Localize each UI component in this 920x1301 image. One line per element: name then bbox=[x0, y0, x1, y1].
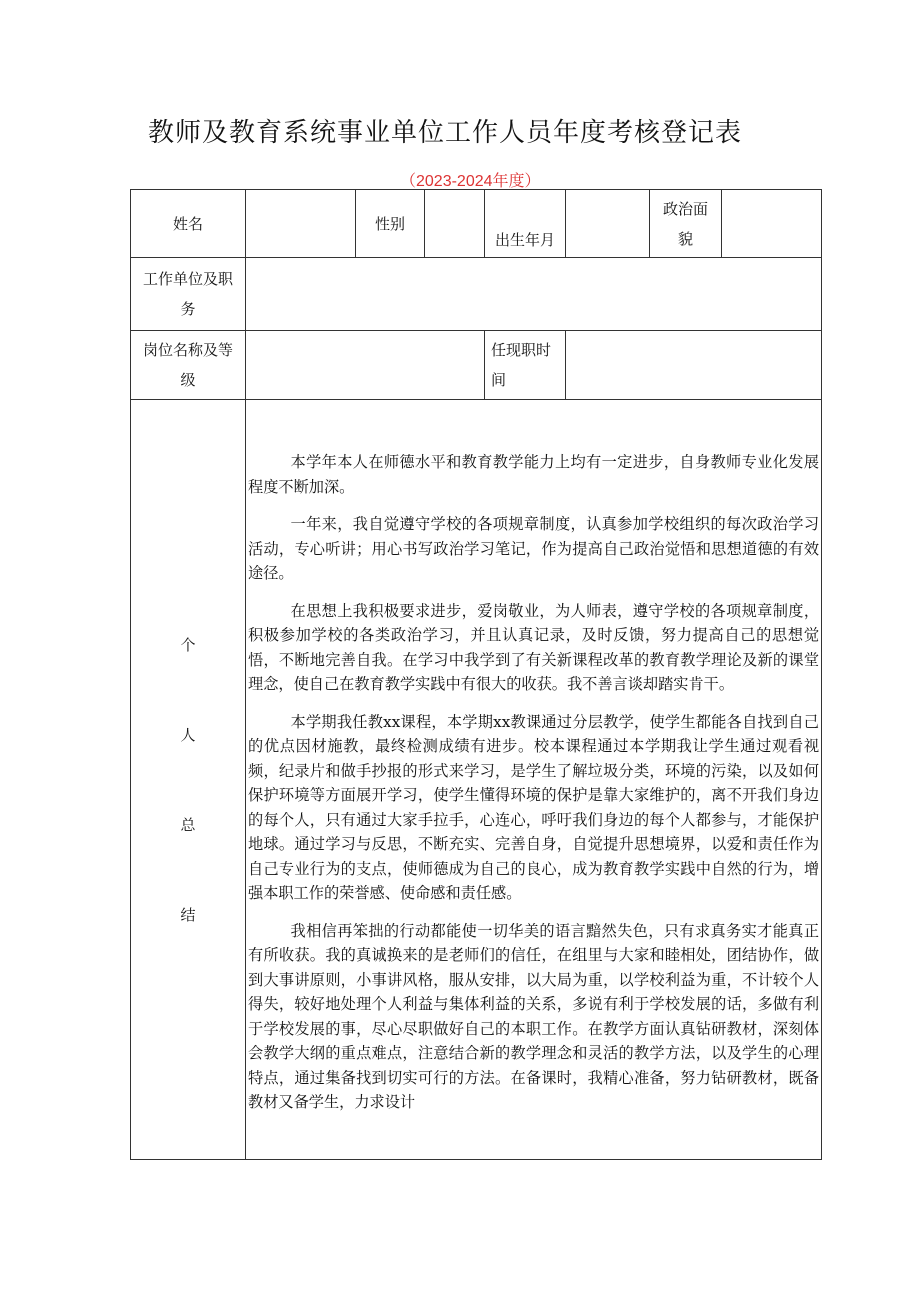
summary-content[interactable] bbox=[246, 400, 822, 1160]
row-position bbox=[131, 331, 822, 400]
name-label: 姓名 bbox=[131, 190, 246, 258]
summary-paragraph: 本学年本人在师德水平和教育教学能力上均有一定进步，自身教师专业化发展程度不断加深。 bbox=[248, 453, 819, 496]
gender-label: 性别 bbox=[356, 190, 425, 258]
summary-paragraph: 我相信再笨拙的行动都能使一切华美的语言黯然失色，只有求真务实才能真正有所收获。我的真诚换来的是老师们的信任，在组里与大家和睦相处，团结协作，做到大事讲原则，小事讲风格，服从安排，以大局为重，以学校利益为重，不计较个人得失，较好地处理个人利益与集体利益的关系，多说有利于学校发展的话，多做有利于学校发展的事，尽心尽职做好自己的本职工作。在教学方面认真钻研教材，深刻体会教学大纲的重点难点，注意结合新的教学理念和灵活的教学方法，以及学生的心理特点，通过集备找到切实可行的方法。在备课时，我精心准备，努力钻研教材，既备教材又备学生，力求设计 bbox=[248, 921, 819, 1111]
birth-label: 出生年月 bbox=[485, 190, 566, 258]
year-label: （2023-2024年度） bbox=[400, 173, 541, 190]
unit-value[interactable] bbox=[246, 258, 822, 331]
summary-paragraph: 一年来，我自觉遵守学校的各项规章制度，认真参加学校组织的每次政治学习活动，专心听讲；用心书写政治学习笔记，作为提高自己政治觉悟和思想道德的有效途径。 bbox=[248, 515, 819, 582]
registration-form-table bbox=[130, 189, 822, 1160]
political-value[interactable] bbox=[722, 190, 822, 258]
position-value[interactable] bbox=[246, 331, 485, 400]
name-value[interactable] bbox=[246, 190, 356, 258]
summary-label bbox=[131, 400, 246, 1160]
summary-label-char: 人 bbox=[180, 725, 196, 744]
political-label: 政治面貌 bbox=[650, 190, 722, 258]
position-label: 岗位名称及等级 bbox=[131, 331, 246, 400]
summary-label-char: 总 bbox=[180, 815, 196, 834]
summary-paragraph: 在思想上我积极要求进步，爱岗敬业，为人师表，遵守学校的各项规章制度，积极参加学校的各类政治学习，并且认真记录，及时反馈，努力提高自己的思想觉悟，不断地完善自我。在学习中我学到了有关新课程改革的教育教学理论及新的课堂理念，使自己在教育教学实践中有很大的收获。我不善言谈却踏实肯干。 bbox=[248, 601, 819, 693]
gender-value[interactable] bbox=[425, 190, 485, 258]
form-title: 教师及教育系统事业单位工作人员年度考核登记表 bbox=[148, 118, 743, 148]
birth-value[interactable] bbox=[566, 190, 650, 258]
row-summary bbox=[131, 400, 822, 1160]
summary-label-char: 结 bbox=[180, 905, 196, 924]
row-basic-info bbox=[131, 190, 822, 258]
row-unit bbox=[131, 258, 822, 331]
summary-paragraph: 本学期我任教xx课程，本学期xx教课通过分层教学，使学生都能各自找到自己的优点因材施教，最终检测成绩有进步。校本课程通过本学期我让学生通过观看视频，纪录片和做手抄报的形式来学习，是学生了解垃圾分类，环境的污染，以及如何保护环境等方面展开学习，使学生懂得环境的保护是靠大家维护的，离不开我们身边的每个人，只有通过大家手拉手，心连心，呼吁我们身边的每个人都参与，才能保护地球。通过学习与反思，不断充实、完善自身，自觉提升思想境界，以爱和责任作为自己专业行为的支点，使师德成为自己的良心，成为教育教学实践中自然的行为，增强本职工作的荣誉感、使命感和责任感。 bbox=[248, 712, 819, 902]
unit-label: 工作单位及职务 bbox=[131, 258, 246, 331]
tenure-value[interactable] bbox=[566, 331, 822, 400]
tenure-label: 任现职时间 bbox=[485, 331, 566, 400]
summary-label-char: 个 bbox=[180, 635, 196, 654]
